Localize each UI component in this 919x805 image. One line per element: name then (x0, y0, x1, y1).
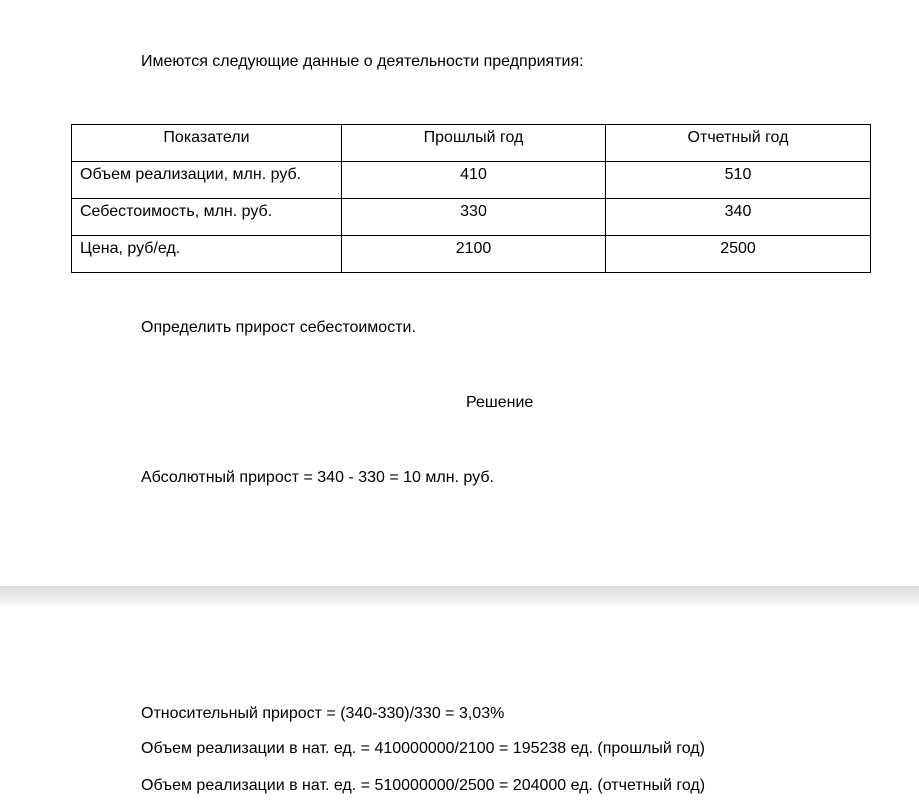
task-text: Определить прирост себестоимости. (141, 319, 416, 336)
volume-prev-text: Объем реализации в нат. ед. = 410000000/2100 = 195238 ед. (прошлый год) (141, 740, 705, 757)
relative-growth-text: Относительный прирост = (340-330)/330 = 3,03% (141, 705, 505, 722)
data-table (71, 124, 871, 273)
table-cell: 2100 (342, 236, 606, 273)
table-cell: 410 (342, 162, 606, 199)
intro-text: Имеются следующие данные о деятельности предприятия: (141, 53, 584, 70)
page-separator (0, 586, 919, 606)
solution-heading: Решение (466, 394, 534, 411)
table-row (72, 162, 871, 199)
table-cell: Себестоимость, млн. руб. (72, 199, 342, 236)
volume-curr-text: Объем реализации в нат. ед. = 510000000/2500 = 204000 ед. (отчетный год) (141, 777, 706, 794)
table-header-row (72, 125, 871, 162)
table-cell: 340 (606, 199, 871, 236)
table-cell: 2500 (606, 236, 871, 273)
document-page-2 (0, 606, 919, 805)
table-row (72, 199, 871, 236)
table-cell: Цена, руб/ед. (72, 236, 342, 273)
table-row (72, 236, 871, 273)
table-cell: 330 (342, 199, 606, 236)
table-header-cell: Прошлый год (342, 125, 606, 162)
table-cell: 510 (606, 162, 871, 199)
table-cell: Объем реализации, млн. руб. (72, 162, 342, 199)
table-header-cell: Показатели (72, 125, 342, 162)
absolute-growth-text: Абсолютный прирост = 340 - 330 = 10 млн. руб. (141, 469, 494, 486)
table-header-cell: Отчетный год (606, 125, 871, 162)
